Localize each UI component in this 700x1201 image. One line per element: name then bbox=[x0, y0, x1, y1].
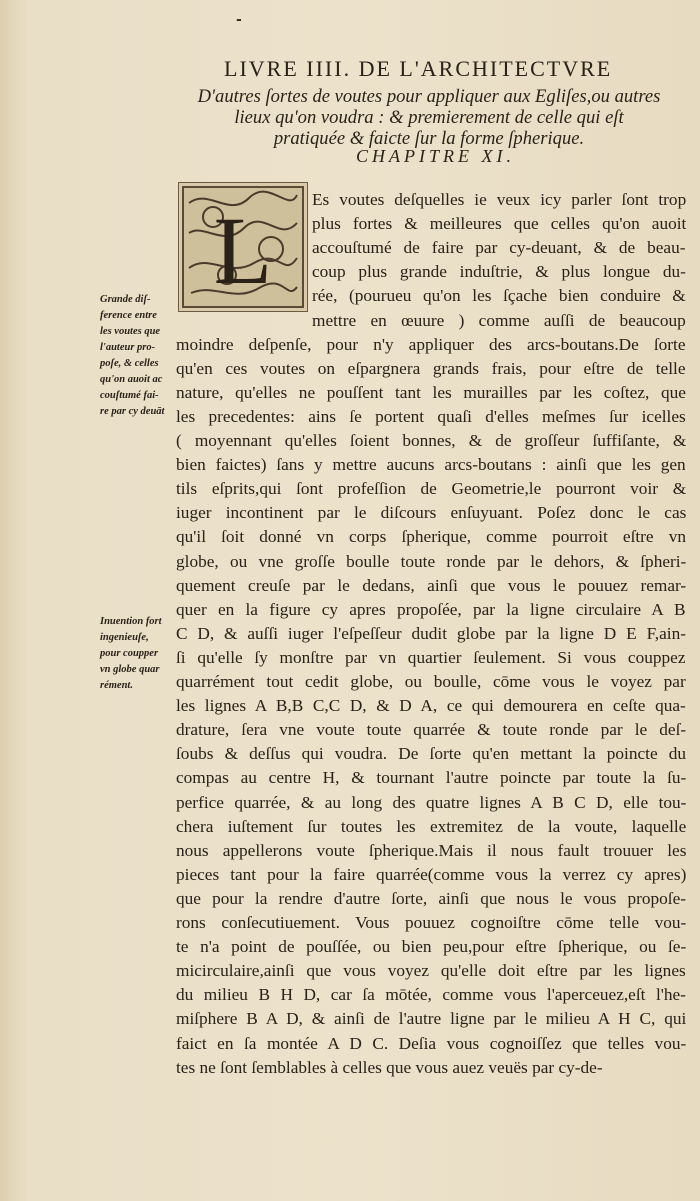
margin-note-line: pour coupper bbox=[100, 648, 159, 659]
body-line: qu'il ſoit donné vn corps ſpherique, comme pourroit eſtre vn bbox=[176, 527, 686, 547]
body-line: compas au centre H, & tournant l'autre poincte par toute la ſu- bbox=[176, 768, 687, 788]
body-line: mettre en œuure ) comme auſſi de beaucoup bbox=[312, 310, 686, 330]
body-line: qu'en ces voutes on eſpargnera grands frais, pour eſtre de telle bbox=[176, 358, 686, 378]
body-line: te n'a point de pouſſée, ou bien peu,pour eſtre ſpherique, ou ſe- bbox=[176, 937, 687, 957]
margin-note-line: Grande diſ- bbox=[100, 294, 151, 305]
margin-note-invention bbox=[100, 614, 178, 694]
title-line: lieux qu'on voudra : & premierement de celle qui eſt bbox=[234, 107, 624, 128]
margin-note-line: poſe, & celles bbox=[100, 358, 159, 369]
body-line: faict en ſa montée A D C. Deſia vous cognoiſſez que telles vou- bbox=[176, 1033, 687, 1053]
body-line: bien faictes) ſans y mettre aucuns arcs-boutans : ainſi que les gen bbox=[176, 455, 686, 475]
margin-note-line: ference entre bbox=[100, 310, 157, 321]
ornament-initial-icon bbox=[179, 183, 307, 311]
body-line: ſoubs & deſſus qui voudra. De ſorte qu'en mettant la poincte du bbox=[176, 744, 687, 764]
body-line: les lignes A B,B C,C D, & D A, ce qui demourera en ceſte qua- bbox=[176, 696, 686, 716]
margin-note-line: ingenieuſe, bbox=[100, 632, 149, 643]
body-line: tes ne ſont ſemblables à celles que vous auez veuës par cy-de- bbox=[176, 1057, 603, 1077]
chapter-number: CHAPITRE XI. bbox=[356, 146, 515, 166]
margin-note-line: qu'on auoit ac bbox=[100, 374, 163, 385]
body-line: accouſtumé de faire par cy-deuant, & de beau- bbox=[312, 238, 686, 258]
body-line: les precedentes: ains ſe portent quaſi d'elles meſmes ſur icelles bbox=[176, 406, 686, 426]
margin-note-difference bbox=[100, 292, 178, 420]
initial-letter: L bbox=[213, 197, 273, 304]
body-line: quer en la figure cy apres propoſée, par la ligne circulaire A B bbox=[176, 599, 686, 619]
body-line: quarrément tout cedit globe, ou boulle, cōme vous le voyez par bbox=[176, 672, 686, 691]
title-line: D'autres ſortes de voutes pour appliquer aux Egliſes,ou autres bbox=[197, 86, 661, 107]
body-line: du milieu B H D, car ſa mōtée, comme vous l'aperceuez,eſt l'he- bbox=[176, 985, 686, 1005]
body-line: drature, ſera vne voute toute quarrée & toute ronde par le deſ- bbox=[176, 720, 687, 740]
margin-note-line: les voutes que bbox=[100, 326, 161, 337]
body-line: micirculaire,ainſi que vous voyez qu'elle doit eſtre par les lignes bbox=[176, 961, 686, 981]
margin-note-line: l'auteur pro- bbox=[100, 342, 156, 353]
body-line: iuger incontinent par le diſcours enſuyuant. Poſez donc le cas bbox=[176, 503, 687, 523]
body-line: moindre deſpenſe, pour n'y appliquer des arcs-boutans.De ſorte bbox=[176, 334, 686, 354]
margin-note-line: re par cy deuāt bbox=[100, 406, 165, 417]
body-line: rée, (pourueu qu'on les ſçache bien conduire & bbox=[312, 286, 686, 306]
body-line: quement creuſe par le dedans, ainſi que vous le pouuez remar- bbox=[176, 575, 687, 595]
body-line: miſphere B A D, & ainſi de l'autre ligne par le milieu A H C, qui bbox=[176, 1009, 687, 1029]
body-line: coup plus grande induſtrie, & plus longue du- bbox=[312, 262, 686, 282]
page-mark: - bbox=[236, 12, 242, 28]
body-line: nous appellerons voute ſpherique.Mais il nous fault trouuer les bbox=[176, 840, 687, 860]
body-line: que pour la rendre d'autre ſorte, ainſi que nous le vous propoſe- bbox=[176, 888, 687, 908]
body-line: rons conſecutiuement. Vous pouuez cognoiſtre cōme telle vou- bbox=[176, 913, 687, 932]
margin-note-line: vn globe quar bbox=[100, 664, 160, 675]
body-line: tils eſprits,qui ſont profeſſion de Geometrie,le pourront voir & bbox=[176, 479, 687, 499]
body-line: Es voutes deſquelles ie veux icy parler ſont trop bbox=[312, 190, 687, 209]
body-line: nature, qu'elles ne pouſſent tant les murailles par les coſtez, que bbox=[176, 382, 686, 402]
chapter-title bbox=[184, 86, 674, 149]
body-line: ſi qu'elle ſy monſtre par vn quartier ſeulement. Si vous couppez bbox=[176, 647, 686, 667]
body-line: chera iuſtement ſur toutes les extremitez de la voute, laquelle bbox=[176, 816, 687, 836]
body-line: plus fortes & meilleures que celles qu'on auoit bbox=[312, 214, 687, 234]
title-line: pratiquée & faicte ſur la forme ſpherique. bbox=[273, 128, 585, 149]
margin-note-line: Inuention fort bbox=[100, 616, 162, 627]
body-line: ( moyennant qu'elles ſoient bonnes, & de groſſeur ſuffiſante, & bbox=[176, 431, 687, 450]
body-line: pieces tant pour la faire quarrée(comme vous la verrez cy apres) bbox=[176, 864, 687, 884]
decorated-initial bbox=[178, 182, 308, 312]
running-head: LIVRE IIII. DE L'ARCHITECTVRE bbox=[224, 56, 613, 81]
body-line: globe, ou vne groſſe boulle toute ronde par le dehors, & ſpheri- bbox=[176, 551, 687, 571]
body-line: C D, & auſſi iuger l'eſpeſſeur dudit globe par la ligne D E F,ain- bbox=[176, 623, 686, 643]
margin-note-line: rément. bbox=[100, 680, 133, 691]
margin-note-line: couſtumé fai- bbox=[100, 390, 159, 401]
body-line: perfice quarrée, & au long des quatre lignes A B C D, elle tou- bbox=[176, 792, 687, 812]
